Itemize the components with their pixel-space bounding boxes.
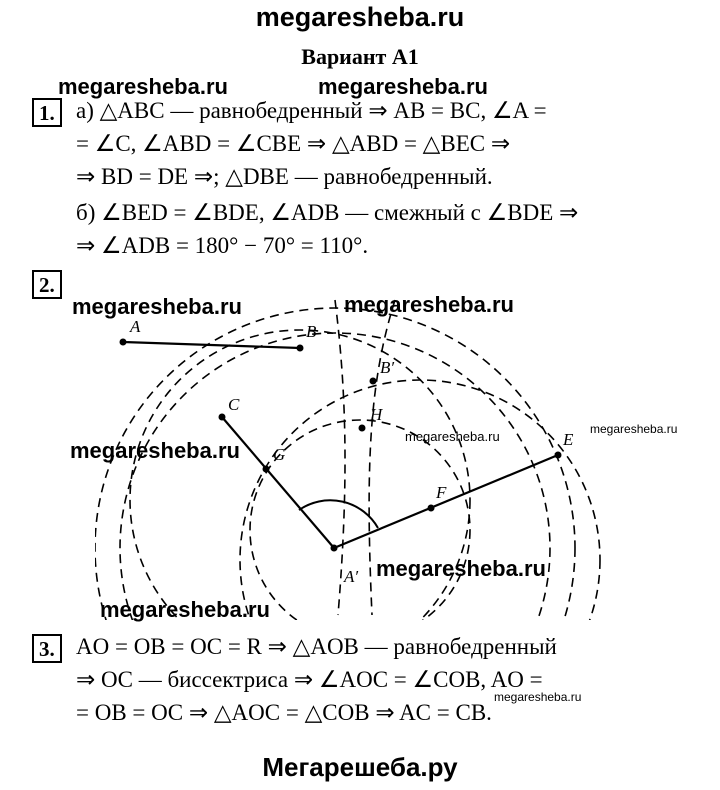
problem-1-line-5: ⇒ ∠ADB = 180° − 70° = 110°. (76, 233, 369, 258)
watermark: megaresheba.ru (70, 438, 240, 463)
problem-1-line-2: = ∠C, ∠ABD = ∠CBE ⇒ △ABD = △BEC ⇒ (76, 131, 511, 156)
watermark: megaresheba.ru (72, 294, 242, 319)
problem-1-line-3: ⇒ BD = DE ⇒; △DBE — равнобедренный. (76, 164, 493, 189)
watermark: megaresheba.ru (376, 556, 546, 581)
segment-CA (222, 417, 334, 548)
label-C: C (228, 395, 240, 414)
point-B (297, 345, 304, 352)
watermark: megaresheba.ru (590, 422, 678, 436)
point-C (219, 414, 226, 421)
label-A: A (130, 317, 141, 336)
point-G (263, 466, 270, 473)
point-B-prime (370, 378, 377, 385)
problem-1-line-4: б) ∠BED = ∠BDE, ∠ADB — смежный с ∠BDE ⇒ (76, 200, 579, 225)
point-H (359, 425, 366, 432)
label-H: H (370, 405, 383, 424)
segment-AB (123, 342, 300, 348)
problem-3-line-1: AO = OB = OC = R ⇒ △AOB — равнобедренный (76, 634, 557, 659)
watermark: megaresheba.ru (405, 429, 500, 444)
label-F: F (436, 483, 447, 502)
site-footer: Мегарешеба.ру (262, 752, 458, 782)
problem-1-number: 1. (32, 98, 62, 127)
point-F (428, 505, 435, 512)
problem-1-line-1: а) △ABC — равнобедренный ⇒ AB = BC, ∠A = (76, 98, 547, 123)
problem-3-line-2: ⇒ OC — биссектриса ⇒ ∠AOC = ∠COB, AO = (76, 667, 543, 692)
label-A-prime: A′ (344, 567, 359, 586)
problem-2-number: 2. (32, 270, 62, 299)
watermark: megaresheba.ru (344, 292, 514, 317)
label-B-prime: B′ (380, 358, 395, 377)
watermark: megaresheba.ru (58, 74, 228, 99)
site-header: megaresheba.ru (255, 2, 465, 32)
point-A-prime (331, 545, 338, 552)
problem-3-line-3: = OB = OC ⇒ △AOC = △COB ⇒ AC = CB. (76, 700, 492, 725)
variant-title: Вариант А1 (301, 44, 419, 69)
watermark: megaresheba.ru (494, 690, 582, 704)
angle-arc (299, 500, 378, 528)
label-E: E (563, 430, 574, 449)
watermark: megaresheba.ru (318, 74, 488, 99)
problem-3-number: 3. (32, 634, 62, 663)
point-E (555, 452, 562, 459)
construction-arc (130, 330, 470, 670)
point-A (120, 339, 127, 346)
label-B: B (306, 322, 317, 341)
watermark: megaresheba.ru (100, 597, 270, 622)
label-G: G (273, 445, 286, 464)
